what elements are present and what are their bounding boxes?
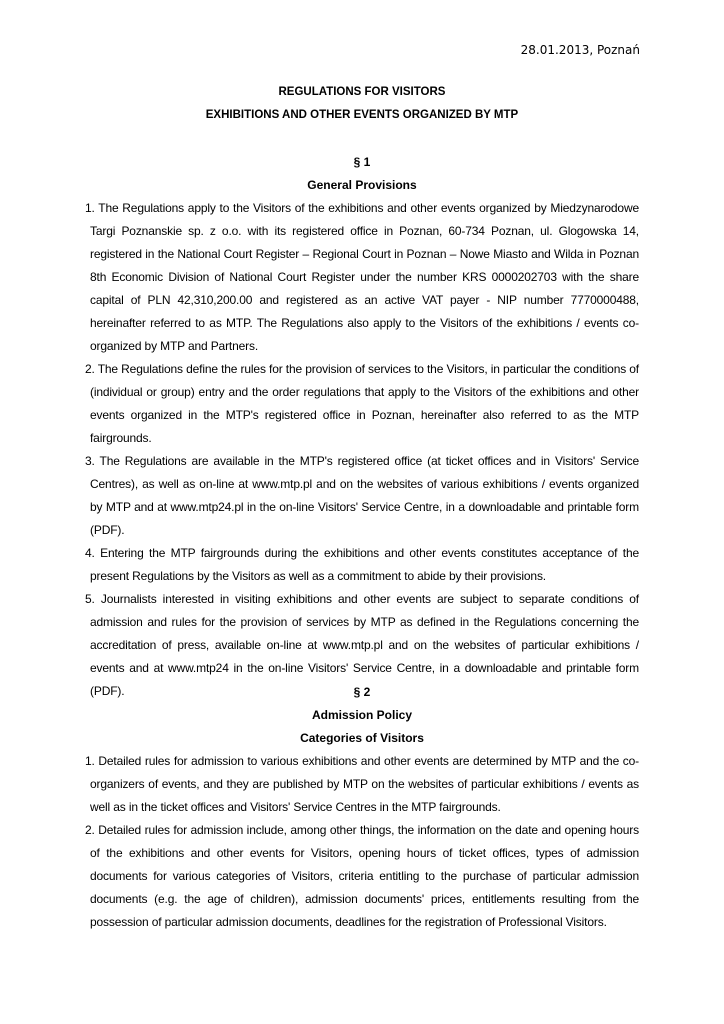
document-title: REGULATIONS FOR VISITORS xyxy=(278,86,446,98)
section-1-heading: General Provisions xyxy=(307,178,417,192)
section-1-number: § 1 xyxy=(353,155,371,169)
section-1-paragraph: 1. The Regulations apply to the Visitors of the exhibitions and other events organized by Miedzynarodowe Targi Poznanskie sp. z o.o. with its registered office in Poznan, 60-734 Poznan, ul. Glogowska 14, registered in the National Court Register – Regional Court in Poznan – Nowe Miasto and Wilda in Poznan 8th Economic Division of National Court Register under the number KRS 0000202703 with the share capital of PLN 42,310,200.00 and registered as an active VAT payer - NIP number 7770000488, hereinafter referred to as MTP. The Regulations also apply to the Visitors of the exhibitions / events co-organized by MTP and Partners. xyxy=(85,201,639,353)
section-1-paragraph: 5. Journalists interested in visiting exhibitions and other events are subject to separate conditions of admission and rules for the provision of services by MTP as defined in the Regulations concerning the accreditation of press, available on-line at www.mtp.pl and on the websites of particular exhibitions / events and at www.mtp24 in the on-line Visitors' Service Centre, in a downloadable and printable form (PDF). xyxy=(85,592,639,698)
section-1-paragraph: 4. Entering the MTP fairgrounds during the exhibitions and other events constitutes acceptance of the present Regulations by the Visitors as well as a commitment to abide by their provisions. xyxy=(85,546,639,583)
section-2-subheading: Categories of Visitors xyxy=(300,731,424,745)
section-2-paragraph: 1. Detailed rules for admission to various exhibitions and other events are determined by MTP and the co-organizers of events, and they are published by MTP on the websites of particular exhibitions / events as well as in the ticket offices and Visitors' Service Centres in the MTP fairgrounds. xyxy=(85,754,639,814)
section-2-heading: Admission Policy xyxy=(311,708,413,722)
document-date: 28.01.2013, Poznań xyxy=(520,43,640,57)
section-1-body xyxy=(85,197,639,703)
document-subtitle: EXHIBITIONS AND OTHER EVENTS ORGANIZED BY MTP xyxy=(205,109,519,121)
section-2-number: § 2 xyxy=(353,685,371,699)
section-1-paragraph: 2. The Regulations define the rules for the provision of services to the Visitors, in particular the conditions of (individual or group) entry and the order regulations that apply to the Visitors of the exhibitions and other events organized in the MTP's registered office in Poznan, hereinafter also referred to as the MTP fairgrounds. xyxy=(85,362,639,445)
section-1-paragraph: 3. The Regulations are available in the MTP's registered office (at ticket offices and in Visitors' Service Centres), as well as on-line at www.mtp.pl and on the websites of various exhibitions / events organized by MTP and at www.mtp24.pl in the on-line Visitors' Service Centre, in a downloadable and printable form (PDF). xyxy=(85,454,639,537)
section-2-paragraph: 2. Detailed rules for admission include, among other things, the information on the date and opening hours of the exhibitions and other events for Visitors, opening hours of ticket offices, types of admission documents for various categories of Visitors, criteria entitling to the purchase of particular admission documents (e.g. the age of children), admission documents' prices, entitlements resulting from the possession of particular admission documents, deadlines for the registration of Professional Visitors. xyxy=(85,823,639,929)
section-2-body xyxy=(85,750,639,934)
